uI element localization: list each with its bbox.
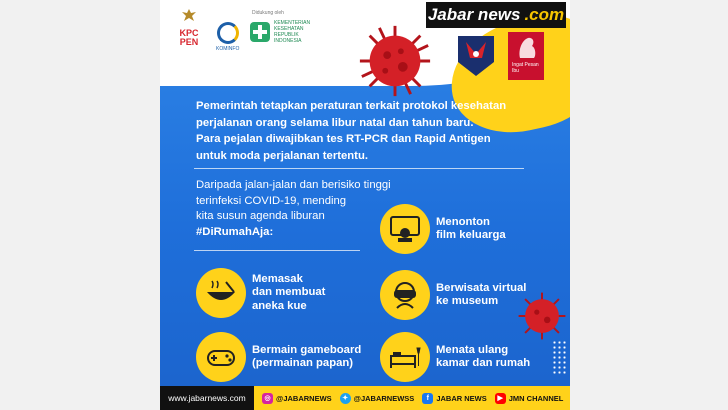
activity-label: ke museum bbox=[436, 295, 499, 307]
intro-line: terinfeksi COVID-19, mending bbox=[196, 194, 347, 207]
website-link[interactable]: www.jabarnews.com bbox=[160, 386, 254, 410]
activity-rearrange-room bbox=[380, 332, 530, 382]
hashtag-text: #DiRumahAja: bbox=[196, 225, 274, 238]
activity-gameboard bbox=[196, 332, 361, 382]
activity-cooking bbox=[196, 268, 325, 318]
activity-watch-film bbox=[380, 204, 506, 254]
vr-headset-icon bbox=[380, 270, 430, 320]
facebook-text: JABAR NEWS bbox=[436, 393, 487, 403]
kominfo-label: KOMINFO bbox=[216, 46, 240, 52]
youtube-icon: ▶ bbox=[495, 393, 506, 404]
divider bbox=[194, 168, 524, 169]
twitter-handle[interactable] bbox=[340, 393, 415, 404]
activity-label: film keluarga bbox=[436, 229, 506, 241]
gamepad-icon bbox=[196, 332, 246, 382]
kpc-pen-logo bbox=[172, 8, 206, 47]
activity-label: kamar dan rumah bbox=[436, 357, 531, 369]
supported-by-text: Didukung oleh bbox=[252, 10, 284, 16]
facebook-handle[interactable] bbox=[422, 393, 486, 404]
activity-label: (permainan papan) bbox=[252, 357, 354, 369]
instagram-handle[interactable] bbox=[262, 393, 332, 404]
announcement-line: Pemerintah tetapkan peraturan terkait protokol kesehatan bbox=[196, 100, 507, 112]
activity-virtual-museum bbox=[380, 270, 526, 320]
announcement-line: perjalanan orang selama libur natal dan tahun baru. bbox=[196, 116, 474, 129]
divider bbox=[194, 250, 360, 251]
kemenkes-logo bbox=[250, 20, 324, 44]
instagram-icon: ◎ bbox=[262, 393, 273, 404]
announcement-line: Para pejalan diwajibkan tes RT-PCR dan Rapid Antigen bbox=[196, 133, 491, 145]
ingat-label: Ingat Pesan Ibu bbox=[512, 62, 539, 74]
bed-icon bbox=[380, 332, 430, 382]
ingat-pesan-ibu-logo bbox=[508, 32, 544, 80]
announcement-text bbox=[196, 98, 536, 164]
kpc-pen-text: KPC PEN bbox=[179, 28, 199, 47]
kominfo-logo bbox=[216, 22, 239, 52]
tv-icon bbox=[380, 204, 430, 254]
activity-label: Bermain gameboard bbox=[252, 343, 362, 356]
decorative-dots bbox=[552, 340, 566, 374]
twitter-text: @JABARNEWSS bbox=[353, 393, 415, 403]
intro-line: Daripada jalan-jalan dan berisiko tinggi bbox=[196, 179, 391, 191]
activity-label: Menonton bbox=[436, 215, 490, 228]
activity-label: dan membuat bbox=[252, 286, 326, 299]
satgas-covid19-logo bbox=[454, 32, 498, 80]
twitter-icon: ✦ bbox=[340, 393, 351, 404]
cooking-icon bbox=[196, 268, 246, 318]
kominfo-ring-icon bbox=[217, 22, 239, 44]
activity-label: Berwisata virtual bbox=[436, 281, 527, 294]
kemenkes-cross-icon bbox=[250, 22, 270, 42]
activity-label: aneka kue bbox=[252, 299, 307, 312]
jabarnews-logo bbox=[426, 2, 566, 28]
announcement-line: untuk moda perjalanan tertentu. bbox=[196, 149, 368, 162]
footer-bar bbox=[160, 386, 570, 410]
youtube-text: JMN CHANNEL bbox=[508, 393, 564, 403]
garuda-emblem-icon bbox=[181, 8, 197, 26]
youtube-handle[interactable] bbox=[495, 393, 564, 404]
intro-line: kita susun agenda liburan bbox=[196, 210, 325, 222]
jabarnews-brand: Jabar news bbox=[427, 5, 521, 24]
jabarnews-tld: .com bbox=[524, 5, 565, 24]
virus-icon bbox=[356, 22, 434, 100]
instagram-text: @JABARNEWS bbox=[276, 393, 332, 403]
infographic-poster bbox=[160, 0, 570, 410]
kemenkes-label: KEMENTERIAN KESEHATAN REPUBLIK INDONESIA bbox=[274, 20, 311, 44]
activity-label: Menata ulang bbox=[436, 343, 509, 356]
mother-silhouette-icon bbox=[508, 32, 544, 62]
activity-label: Memasak bbox=[252, 272, 303, 285]
facebook-icon: f bbox=[422, 393, 433, 404]
